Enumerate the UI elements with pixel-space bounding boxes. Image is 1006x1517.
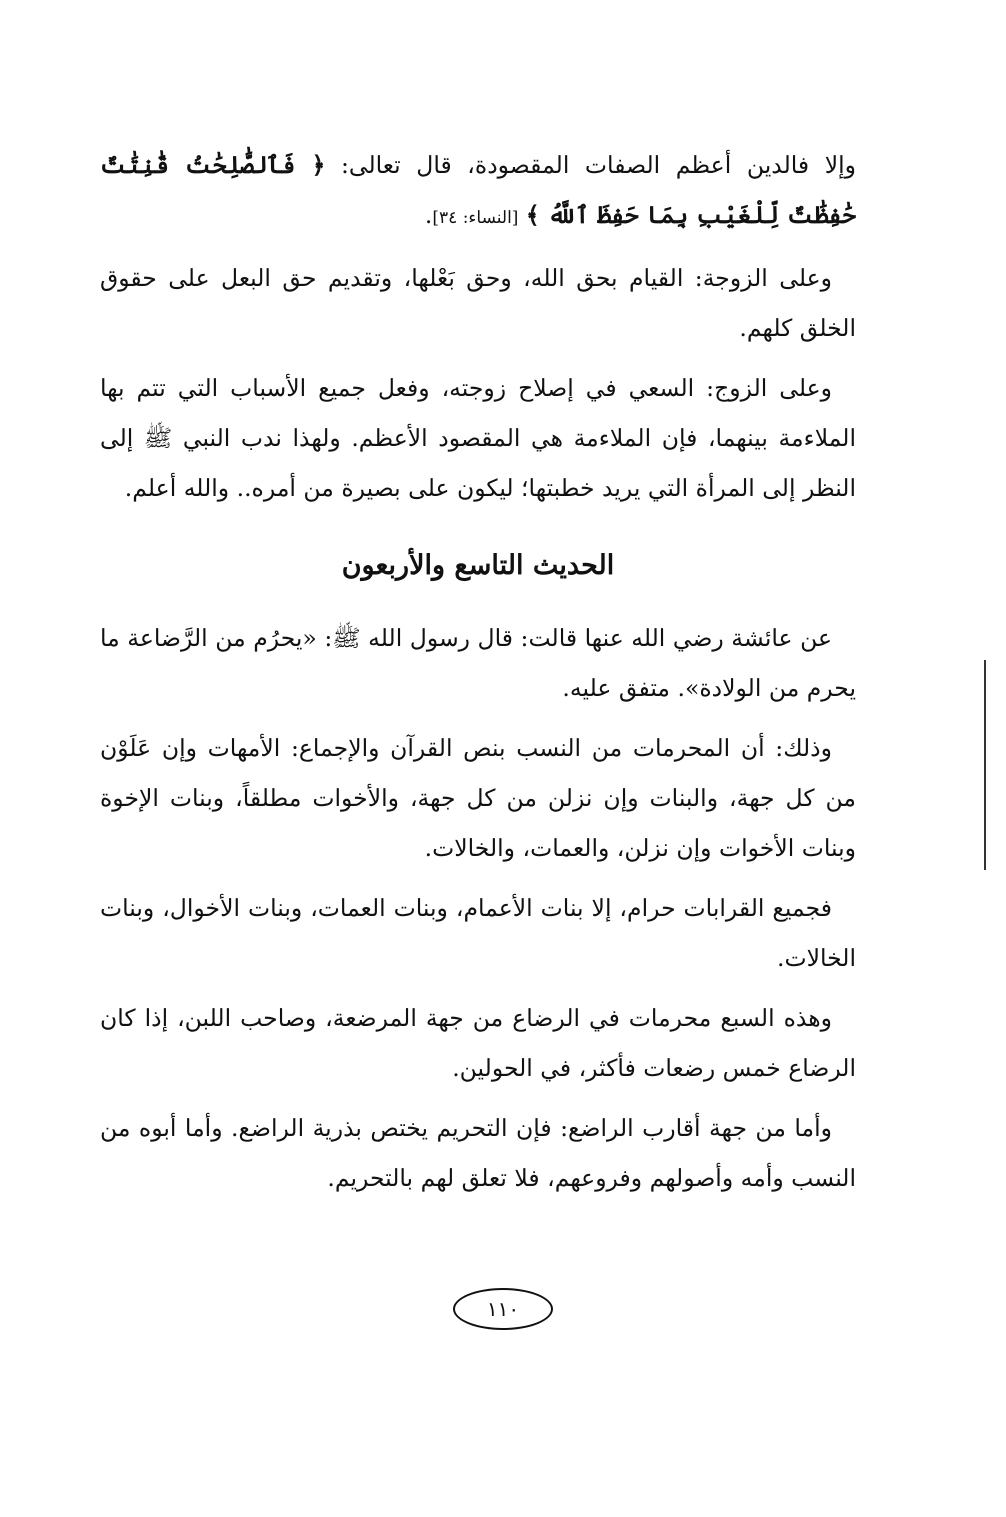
paragraph-nursing-child-relatives: وأما من جهة أقارب الراضع: فإن التحريم يختص بذرية الراضع. وأما أبوه من النسب وأمه وأصولهم وفروعهم، فلا تعلق لهم بالتحريم. [100, 1114, 856, 1192]
section-heading: الحديث التاسع والأربعون [341, 550, 615, 581]
paragraph-text: وإلا فالدين أعظم الصفات المقصودة، قال تعالى: [325, 151, 856, 179]
paragraph-text-end: . [424, 201, 433, 229]
paragraph-quran-verse [100, 140, 856, 243]
page-text [100, 140, 856, 1213]
quran-reference: [النساء: ٣٤] [432, 208, 519, 228]
quran-quote: ﴿ فَٱلصَّٰلِحَٰتُ قَٰنِتَٰتٌ حَٰفِظَٰتٌ لِّلْغَيْبِ بِمَا حَفِظَ ٱللَّهُ ﴾ [100, 151, 856, 229]
page-edge-mark [984, 660, 986, 870]
paragraph-hadith: عن عائشة رضي الله عنها قالت: قال رسول الله ﷺ: «يحرُم من الرَّضاعة ما يحرم من الولادة». متفق عليه. [100, 624, 856, 702]
paragraph-relatives: فجميع القرابات حرام، إلا بنات الأعمام، وبنات العمات، وبنات الأخوال، وبنات الخالات. [100, 894, 856, 972]
paragraph-nursing-seven: وهذه السبع محرمات في الرضاع من جهة المرضعة، وصاحب اللبن، إذا كان الرضاع خمس رضعات فأكثر، في الحولين. [100, 1004, 856, 1082]
paragraph-lineage-prohibitions: وذلك: أن المحرمات من النسب بنص القرآن والإجماع: الأمهات وإن عَلَوْن من كل جهة، والبنات وإن نزلن من كل جهة، والأخوات مطلقاً، وبنات الإخوة وبنات الأخوات وإن نزلن، والعمات، والخالات. [100, 734, 856, 862]
page-number: ١١٠ [453, 1288, 553, 1330]
paragraph-husband-duty: وعلى الزوج: السعي في إصلاح زوجته، وفعل جميع الأسباب التي تتم بها الملاءمة بينهما، فإن الملاءمة هي المقصود الأعظم. ولهذا ندب النبي ﷺ إلى النظر إلى المرأة التي يريد خطبتها؛ ليكون على بصيرة من أمره.. والله أعلم. [100, 374, 856, 502]
paragraph-wife-duty: وعلى الزوجة: القيام بحق الله، وحق بَعْلها، وتقديم حق البعل على حقوق الخلق كلهم. [100, 264, 856, 342]
